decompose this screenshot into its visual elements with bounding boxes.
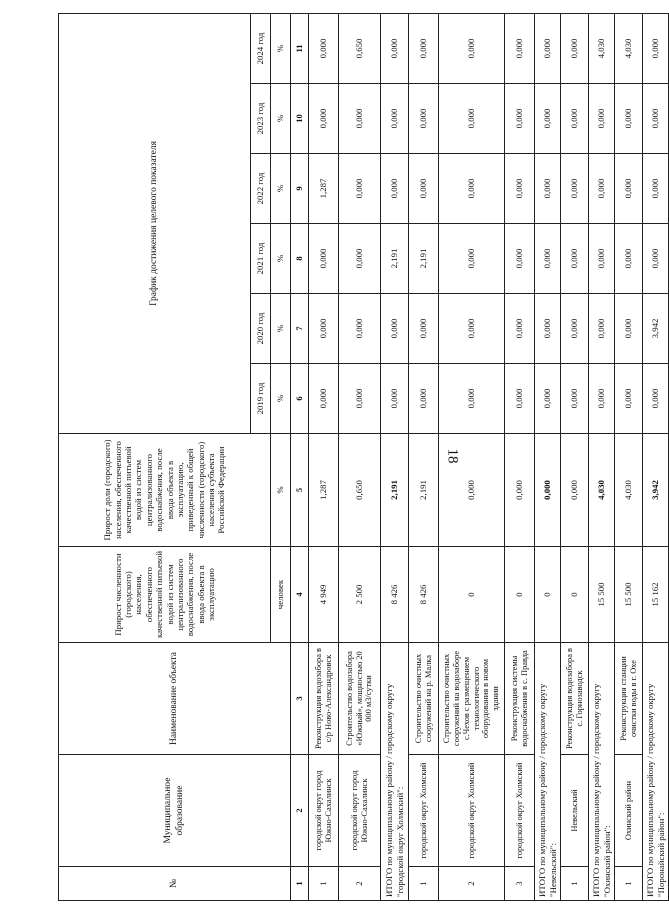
row-value: 0,000 (535, 294, 561, 364)
row-value: 0,000 (505, 224, 535, 294)
total-row (381, 13, 409, 900)
row-value: 0,000 (439, 224, 505, 294)
row-people: 15 162 (643, 547, 669, 643)
row-value: 0,000 (615, 294, 643, 364)
row-municipality: городской округ Холмский (439, 755, 505, 867)
row-value: 0,000 (535, 154, 561, 224)
column-number: 1 (291, 867, 309, 901)
total-label: ИТОГО по муниципальному району / городскому округу "Невельский": (535, 643, 561, 901)
table-row (505, 13, 535, 900)
row-value: 0,000 (589, 84, 615, 154)
row-people: 8 426 (381, 547, 409, 643)
row-no: 1 (615, 867, 643, 901)
row-value: 4,030 (615, 13, 643, 83)
row-value: 0,000 (309, 294, 339, 364)
header-municipality: Муниципальное образование (59, 755, 291, 867)
row-value: 0,000 (309, 224, 339, 294)
row-value: 0,000 (505, 13, 535, 83)
row-value: 0,000 (643, 13, 669, 83)
header-object: Наименование объекта (59, 643, 291, 755)
header-year-2020: 2020 год (251, 294, 271, 364)
row-municipality: городской округ Холмский (505, 755, 535, 867)
row-share: 3,942 (643, 434, 669, 547)
header-year-2023: 2023 год (251, 84, 271, 154)
row-value: 0,000 (339, 224, 381, 294)
row-value: 0,000 (643, 224, 669, 294)
row-object: Строительство очистных сооружений на водозаборе с.Чехов с размещением технологического оборудования в новом здании (439, 643, 505, 755)
total-label: ИТОГО по муниципальному району / городскому округу "Поронайский район": (643, 643, 669, 901)
row-no: 2 (439, 867, 505, 901)
row-people: 15 500 (589, 547, 615, 643)
header-year-2022: 2022 год (251, 154, 271, 224)
row-value: 0,000 (589, 294, 615, 364)
row-value: 0,000 (439, 84, 505, 154)
row-value: 0,000 (381, 13, 409, 83)
row-value: 0,000 (339, 294, 381, 364)
unit-percent: % (271, 154, 291, 224)
total-row (589, 13, 615, 900)
unit-percent: % (271, 13, 291, 83)
row-value: 0,000 (561, 154, 589, 224)
row-object: Реконструкция водозабора в с/р Ново-Александровск (309, 643, 339, 755)
row-value: 2,191 (381, 224, 409, 294)
row-value: 0,000 (381, 364, 409, 434)
column-number: 10 (291, 84, 309, 154)
row-value: 0,000 (339, 154, 381, 224)
column-number: 9 (291, 154, 309, 224)
row-object: Строительство водозабора «Южный», мощностью 20 000 м3/сутки (339, 643, 381, 755)
total-label: ИТОГО по муниципальному району / городскому округу "городской округ Холмский": (381, 643, 409, 901)
row-value: 0,000 (409, 364, 439, 434)
row-share: 0,000 (505, 434, 535, 547)
table-header (59, 13, 309, 900)
column-number: 5 (291, 434, 309, 547)
table-row (439, 13, 505, 900)
row-share: 0,000 (439, 434, 505, 547)
row-no: 3 (505, 867, 535, 901)
row-value: 0,000 (309, 84, 339, 154)
header-share-increase: Прирост доли (городского) населения, обеспеченного качественной питьевой водой из систем централизованного водоснабжения, после ввода объекта в эксплуатацию, приведенный к общей численности (городского) населения субъекта Российской Федерации (59, 434, 271, 547)
table-row (339, 13, 381, 900)
row-value: 0,000 (615, 364, 643, 434)
target-indicator-table (58, 13, 669, 901)
row-value: 0,000 (615, 154, 643, 224)
total-label: ИТОГО по муниципальному району / городскому округу "Охинский район": (589, 643, 615, 901)
table-body (309, 13, 669, 900)
rotated-page (58, 14, 666, 901)
row-share: 4,030 (615, 434, 643, 547)
row-value: 0,000 (409, 84, 439, 154)
row-share: 0,650 (339, 434, 381, 547)
row-no: 1 (409, 867, 439, 901)
column-number: 7 (291, 294, 309, 364)
row-value: 0,000 (439, 13, 505, 83)
header-year-2024: 2024 год (251, 13, 271, 83)
row-value: 0,000 (505, 154, 535, 224)
row-no: 1 (561, 867, 589, 901)
row-value: 0,000 (561, 13, 589, 83)
row-value: 0,000 (309, 364, 339, 434)
unit-percent: % (271, 294, 291, 364)
row-value: 0,000 (615, 84, 643, 154)
row-people: 4 949 (309, 547, 339, 643)
row-object: Реконструкция станции очистки воды в г. Охе (615, 643, 643, 755)
unit-people: человек (271, 547, 291, 643)
column-number: 6 (291, 364, 309, 434)
row-value: 0,000 (643, 364, 669, 434)
row-no: 1 (309, 867, 339, 901)
row-value: 0,000 (439, 154, 505, 224)
row-people: 0 (505, 547, 535, 643)
header-year-2019: 2019 год (251, 364, 271, 434)
header-schedule: График достижения целевого показателя (59, 13, 251, 433)
column-number: 8 (291, 224, 309, 294)
row-value: 0,000 (409, 294, 439, 364)
row-value: 2,191 (409, 224, 439, 294)
header-no: № (59, 867, 291, 901)
row-value: 0,000 (381, 294, 409, 364)
table-row (409, 13, 439, 900)
row-value: 0,000 (561, 294, 589, 364)
row-value: 0,650 (339, 13, 381, 83)
row-value: 3,942 (643, 294, 669, 364)
row-value: 0,000 (643, 154, 669, 224)
row-value: 0,000 (381, 154, 409, 224)
row-object: Реконструкция системы водоснабжения в с. Правда (505, 643, 535, 755)
row-value: 0,000 (309, 13, 339, 83)
total-row (535, 13, 561, 900)
row-object: Строительство очистных сооружений на р. Малка (409, 643, 439, 755)
total-row (643, 13, 669, 900)
unit-percent: % (271, 364, 291, 434)
row-municipality: городской округ Холмский (409, 755, 439, 867)
column-number: 11 (291, 13, 309, 83)
row-value: 0,000 (339, 84, 381, 154)
row-municipality: городской округ город Южно-Сахалинск (339, 755, 381, 867)
row-value: 0,000 (535, 84, 561, 154)
row-municipality: Охинский район (615, 755, 643, 867)
row-value: 0,000 (409, 154, 439, 224)
row-value: 0,000 (409, 13, 439, 83)
row-people: 15 500 (615, 547, 643, 643)
row-value: 0,000 (439, 294, 505, 364)
row-share: 2,191 (381, 434, 409, 547)
header-population-increase: Прирост численности (городского) населения, обеспеченного качественной питьевой водой из систем централизованного водоснабжения, после ввода объекта в эксплуатацию (59, 547, 271, 643)
unit-percent: % (271, 224, 291, 294)
row-people: 8 426 (409, 547, 439, 643)
row-municipality: городской округ город Южно-Сахалинск (309, 755, 339, 867)
row-value: 0,000 (643, 84, 669, 154)
header-year-2021: 2021 год (251, 224, 271, 294)
row-value: 0,000 (381, 84, 409, 154)
unit-percent: % (271, 84, 291, 154)
row-value: 0,000 (561, 224, 589, 294)
row-value: 0,000 (535, 224, 561, 294)
row-value: 4,030 (589, 13, 615, 83)
row-value: 0,000 (615, 224, 643, 294)
table-row (309, 13, 339, 900)
row-value: 0,000 (339, 364, 381, 434)
row-people: 0 (535, 547, 561, 643)
row-value: 0,000 (439, 364, 505, 434)
column-number: 2 (291, 755, 309, 867)
row-value: 0,000 (589, 224, 615, 294)
row-value: 0,000 (561, 84, 589, 154)
column-number: 4 (291, 547, 309, 643)
row-no: 2 (339, 867, 381, 901)
column-number: 3 (291, 643, 309, 755)
row-value: 0,000 (505, 84, 535, 154)
table-row (615, 13, 643, 900)
row-value: 0,000 (505, 294, 535, 364)
row-value: 0,000 (535, 13, 561, 83)
row-people: 0 (439, 547, 505, 643)
row-value: 0,000 (589, 364, 615, 434)
row-people: 0 (561, 547, 589, 643)
row-value: 0,000 (505, 364, 535, 434)
row-value: 0,000 (589, 154, 615, 224)
row-value: 1,287 (309, 154, 339, 224)
page-number: 18 (444, 448, 461, 464)
table-row (561, 13, 589, 900)
row-people: 2 500 (339, 547, 381, 643)
row-share: 0,000 (535, 434, 561, 547)
row-value: 0,000 (561, 364, 589, 434)
row-share: 2,191 (409, 434, 439, 547)
unit-percent: % (271, 434, 291, 547)
row-object: Реконструкция водозабора в с. Горнозаводск (561, 643, 589, 755)
row-share: 1,287 (309, 434, 339, 547)
row-share: 0,000 (561, 434, 589, 547)
row-value: 0,000 (535, 364, 561, 434)
row-share: 4,030 (589, 434, 615, 547)
row-municipality: Невельский (561, 755, 589, 867)
